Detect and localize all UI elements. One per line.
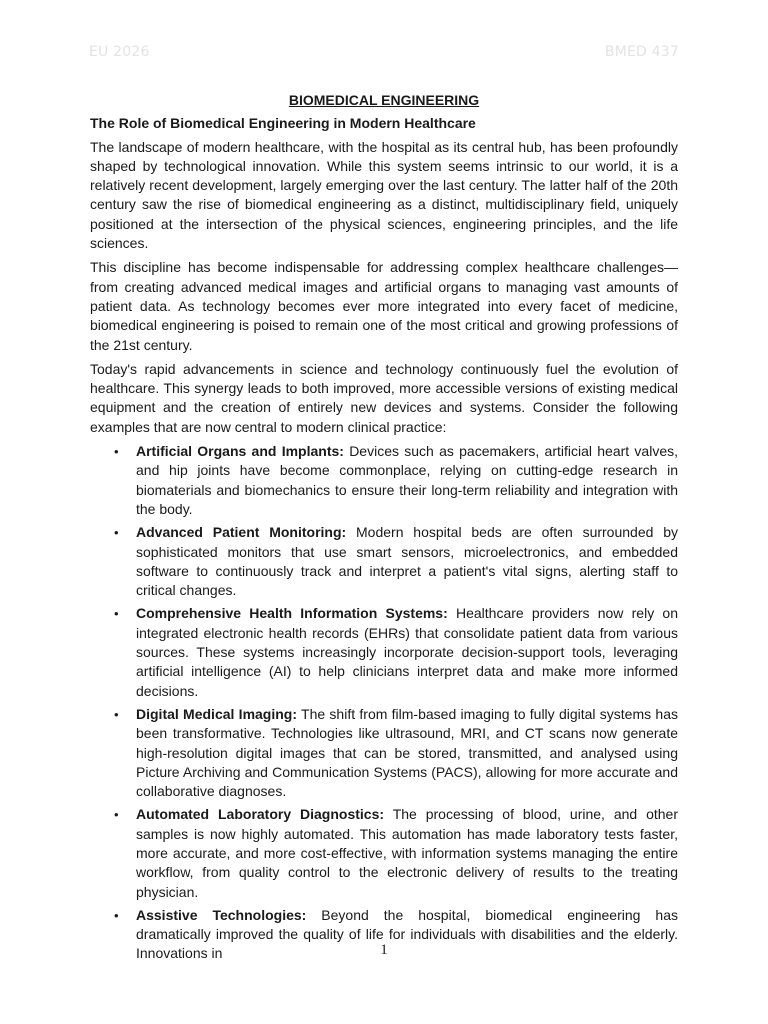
bullet-marker: • bbox=[114, 525, 119, 541]
paragraph: Today's rapid advancements in science and technology continuously fuel the evolution of healthcare. This synergy leads to both improved, more accessible versions of existing medical equipment and the creation of entirely new devices and systems. Consider the following examples that are now central to modern clinical practice: bbox=[90, 360, 678, 435]
document-title: BIOMEDICAL ENGINEERING bbox=[288, 92, 480, 108]
bullet-marker: • bbox=[114, 907, 119, 923]
bullet-item bbox=[90, 604, 678, 700]
running-header-right: BMED 437 bbox=[604, 44, 679, 60]
bullet-term: Automated Laboratory Diagnostics: bbox=[136, 806, 385, 823]
bullet-term: Comprehensive Health Information Systems: bbox=[136, 605, 448, 622]
bullet-item bbox=[90, 442, 678, 519]
document-body bbox=[90, 91, 678, 968]
running-header-left: EU 2026 bbox=[89, 44, 150, 60]
bullet-item bbox=[90, 523, 678, 600]
bullet-text: The processing of blood, urine, and other samples is now highly automated. This automation has made laboratory tests faster, more accurate, and more cost-effective, with information systems managing the entire workflow, from quality control to the electronic delivery of results to the treating physician. bbox=[136, 806, 678, 900]
bullet-list bbox=[90, 442, 678, 964]
section-heading: The Role of Biomedical Engineering in Modern Healthcare bbox=[90, 115, 476, 132]
bullet-text: Modern hospital beds are often surrounded by sophisticated monitors that use smart sensors, microelectronics, and embedded software to continuously track and interpret a patient's vital signs, alerting staff to critical changes. bbox=[136, 524, 678, 599]
bullet-marker: • bbox=[114, 444, 119, 460]
bullet-marker: • bbox=[114, 807, 119, 823]
bullet-marker: • bbox=[114, 706, 119, 722]
bullet-item bbox=[90, 705, 678, 801]
paragraph: This discipline has become indispensable for addressing complex healthcare challenges—from creating advanced medical images and artificial organs to managing vast amounts of patient data. As technology becomes ever more integrated into every facet of medicine, biomedical engineering is poised to remain one of the most critical and growing professions of the 21st century. bbox=[90, 259, 678, 353]
page-number: 1 bbox=[380, 942, 388, 958]
bullet-item bbox=[90, 805, 678, 901]
bullet-term: Assistive Technologies: bbox=[136, 906, 307, 923]
bullet-text: The shift from film-based imaging to fully digital systems has been transformative. Technologies like ultrasound, MRI, and CT scans now generate high-resolution digital images that can be stored, transmitted, and analysed using Picture Archiving and Communication Systems (PACS), allowing for more accurate and collaborative diagnoses. bbox=[136, 705, 678, 800]
bullet-term: Digital Medical Imaging: bbox=[136, 705, 298, 722]
bullet-marker: • bbox=[114, 606, 119, 622]
paragraph: The landscape of modern healthcare, with the hospital as its central hub, has been profoundly shaped by technological innovation. While this system seems intrinsic to our world, it is a relatively recent development, largely emerging over the last century. The latter half of the 20th century saw the rise of biomedical engineering as a distinct, multidisciplinary field, uniquely positioned at the intersection of the physical sciences, engineering principles, and the life sciences. bbox=[90, 138, 678, 252]
bullet-term: Artificial Organs and Implants: bbox=[136, 443, 344, 460]
bullet-text: Devices such as pacemakers, artificial heart valves, and hip joints have become commonplace, relying on cutting-edge research in biomaterials and biomechanics to ensure their long-term reliability and integration with the body. bbox=[136, 443, 678, 517]
bullet-text: Healthcare providers now rely on integrated electronic health records (EHRs) that consolidate patient data from various sources. These systems increasingly incorporate decision-support tools, leveraging artificial intelligence (AI) to help clinicians interpret data and make more informed decisions. bbox=[136, 605, 678, 699]
bullet-text: Beyond the hospital, biomedical engineering has dramatically improved the quality of life for individuals with disabilities and the elderly. Innovations in bbox=[136, 906, 678, 962]
bullet-term: Advanced Patient Monitoring: bbox=[136, 524, 347, 541]
